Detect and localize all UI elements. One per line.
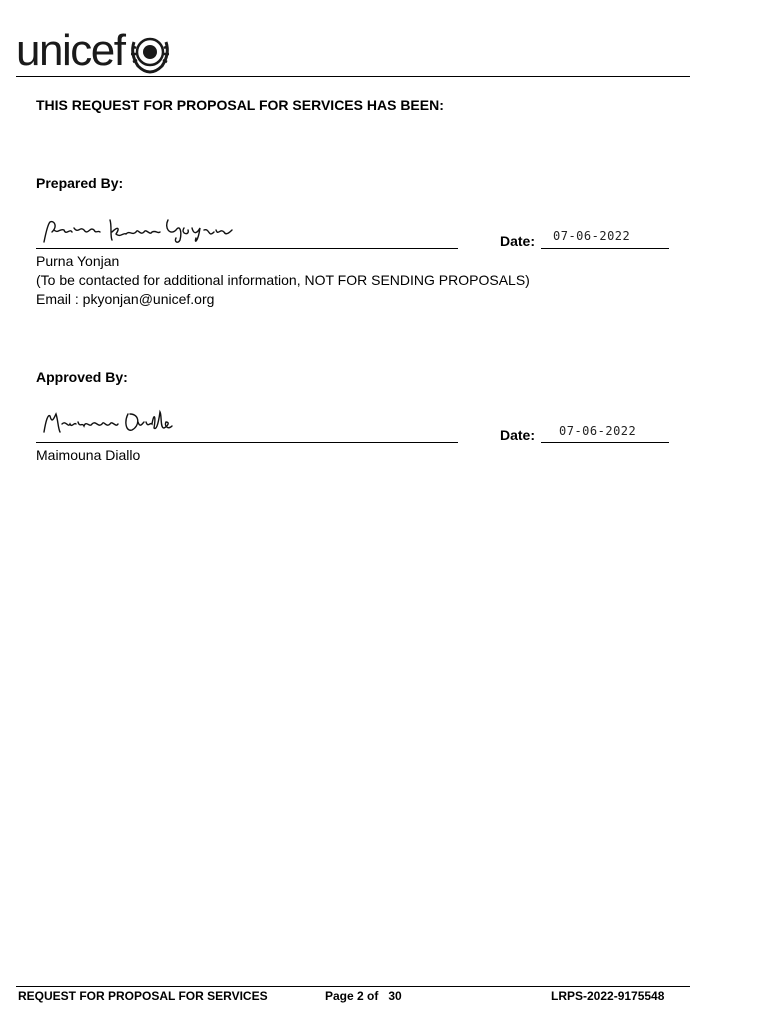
approved-date-line xyxy=(541,442,669,443)
footer-page-number: Page 2 of 30 xyxy=(325,989,402,1003)
approved-signature xyxy=(40,406,190,440)
prepared-name: Purna Yonjan xyxy=(36,253,120,269)
footer-title: REQUEST FOR PROPOSAL FOR SERVICES xyxy=(18,989,268,1003)
prepared-by-label: Prepared By: xyxy=(36,175,124,191)
header-divider xyxy=(16,76,690,77)
prepared-date-line xyxy=(541,248,669,249)
approved-by-label: Approved By: xyxy=(36,369,128,385)
approved-date-value: 07-06-2022 xyxy=(559,424,637,438)
un-emblem-icon xyxy=(128,32,172,76)
prepared-date-label: Date: xyxy=(500,233,536,249)
page-heading: THIS REQUEST FOR PROPOSAL FOR SERVICES HAS BEEN: xyxy=(36,97,444,113)
footer-divider xyxy=(16,986,690,987)
prepared-date-value: 07-06-2022 xyxy=(553,229,631,243)
approved-name: Maimouna Diallo xyxy=(36,447,141,463)
unicef-logo-text: unicef xyxy=(16,26,125,75)
contact-note: (To be contacted for additional information, NOT FOR SENDING PROPOSALS) xyxy=(36,272,530,288)
prepared-signature xyxy=(40,214,240,248)
contact-email: Email : pkyonjan@unicef.org xyxy=(36,291,215,307)
approved-signature-line xyxy=(36,442,458,443)
prepared-signature-line xyxy=(36,248,458,249)
footer-reference: LRPS-2022-9175548 xyxy=(551,989,665,1003)
approved-date-label: Date: xyxy=(500,427,536,443)
